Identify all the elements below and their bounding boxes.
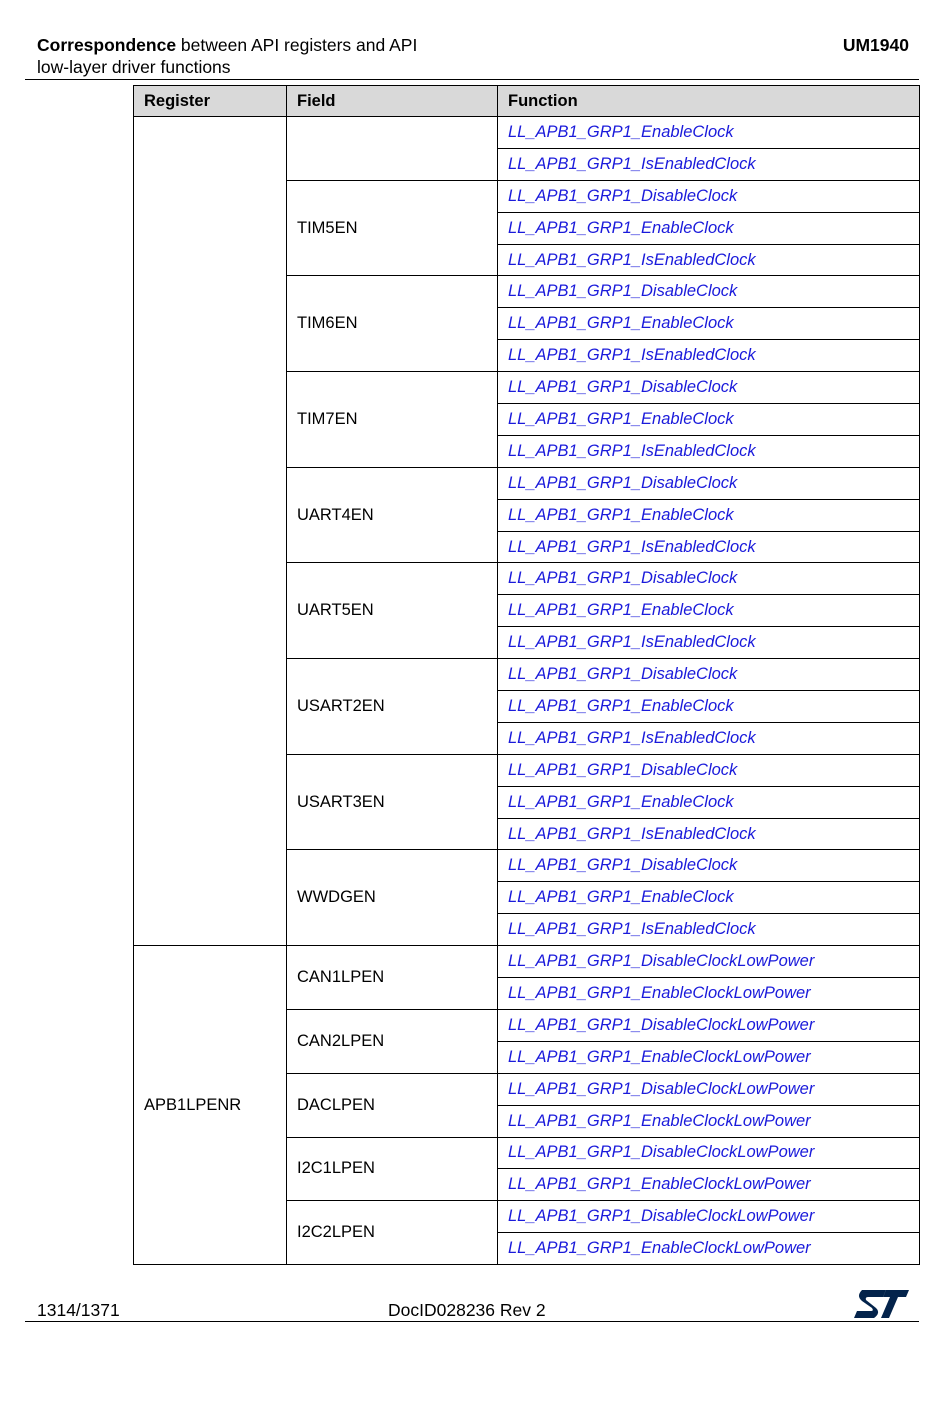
field-cell: UART4EN [287,467,498,563]
page-header [37,34,909,80]
function-cell [498,1041,920,1073]
field-cell: I2C1LPEN [287,1137,498,1201]
column-header-function: Function [498,86,920,117]
function-cell [498,691,920,723]
column-header-register: Register [134,86,287,117]
function-link[interactable]: LL_APB1_GRP1_EnableClock [508,792,734,811]
table-row [134,117,920,149]
function-link[interactable]: LL_APB1_GRP1_IsEnabledClock [508,346,756,365]
function-link[interactable]: LL_APB1_GRP1_EnableClock [508,696,734,715]
function-link[interactable]: LL_APB1_GRP1_EnableClockLowPower [508,983,811,1002]
function-link[interactable]: LL_APB1_GRP1_IsEnabledClock [508,250,756,269]
field-cell: DACLPEN [287,1073,498,1137]
function-cell [498,1233,920,1265]
function-link[interactable]: LL_APB1_GRP1_DisableClockLowPower [508,1079,815,1098]
function-cell [498,659,920,691]
field-cell: USART3EN [287,754,498,850]
field-cell: I2C2LPEN [287,1201,498,1265]
header-title [37,34,597,78]
function-cell [498,722,920,754]
footer-divider [25,1321,919,1322]
function-cell [498,595,920,627]
field-cell: TIM7EN [287,372,498,468]
field-cell: TIM5EN [287,180,498,276]
header-doc-number: UM1940 [842,35,909,55]
function-cell [498,244,920,276]
function-cell [498,882,920,914]
function-link[interactable]: LL_APB1_GRP1_DisableClockLowPower [508,1015,815,1034]
function-link[interactable]: LL_APB1_GRP1_IsEnabledClock [508,154,756,173]
function-link[interactable]: LL_APB1_GRP1_IsEnabledClock [508,728,756,747]
table-header-row [134,86,920,117]
function-link[interactable]: LL_APB1_GRP1_DisableClock [508,473,738,492]
function-cell [498,212,920,244]
register-cell [134,117,287,946]
function-cell [498,786,920,818]
function-cell [498,1073,920,1105]
function-link[interactable]: LL_APB1_GRP1_EnableClock [508,888,734,907]
function-cell [498,978,920,1010]
function-cell [498,499,920,531]
function-link[interactable]: LL_APB1_GRP1_DisableClock [508,378,738,397]
function-link[interactable]: LL_APB1_GRP1_DisableClock [508,569,738,588]
function-cell [498,1009,920,1041]
doc-id: DocID028236 Rev 2 [388,1300,546,1320]
function-link[interactable]: LL_APB1_GRP1_DisableClock [508,760,738,779]
header-divider [25,79,919,80]
field-cell: WWDGEN [287,850,498,946]
function-cell [498,467,920,499]
register-cell: APB1LPENR [134,946,287,1265]
function-link[interactable]: LL_APB1_GRP1_DisableClock [508,186,738,205]
function-link[interactable]: LL_APB1_GRP1_EnableClockLowPower [508,1111,811,1130]
function-link[interactable]: LL_APB1_GRP1_EnableClockLowPower [508,1047,811,1066]
function-link[interactable]: LL_APB1_GRP1_EnableClock [508,601,734,620]
function-link[interactable]: LL_APB1_GRP1_EnableClock [508,505,734,524]
function-cell [498,117,920,149]
function-cell [498,404,920,436]
function-cell [498,1201,920,1233]
function-cell [498,308,920,340]
st-logo-shape-s [854,1290,886,1318]
header-title-rest: between API registers and API [176,35,418,55]
function-cell [498,563,920,595]
function-link[interactable]: LL_APB1_GRP1_DisableClockLowPower [508,952,815,971]
function-cell [498,148,920,180]
function-cell [498,1169,920,1201]
function-cell [498,276,920,308]
column-header-field: Field [287,86,498,117]
st-logo-shape-t [881,1290,909,1318]
function-cell [498,435,920,467]
function-cell [498,1105,920,1137]
function-link[interactable]: LL_APB1_GRP1_IsEnabledClock [508,441,756,460]
function-link[interactable]: LL_APB1_GRP1_DisableClockLowPower [508,1143,815,1162]
header-title-bold: Correspondence [37,35,177,55]
function-link[interactable]: LL_APB1_GRP1_EnableClock [508,122,734,141]
field-cell [287,117,498,181]
page-number: 1314/1371 [37,1300,120,1320]
register-table [133,85,920,1265]
function-cell [498,627,920,659]
function-link[interactable]: LL_APB1_GRP1_EnableClockLowPower [508,1175,811,1194]
field-cell: USART2EN [287,659,498,755]
function-cell [498,850,920,882]
function-cell [498,1137,920,1169]
function-link[interactable]: LL_APB1_GRP1_DisableClock [508,856,738,875]
function-link[interactable]: LL_APB1_GRP1_DisableClock [508,665,738,684]
function-cell [498,180,920,212]
field-cell: CAN2LPEN [287,1009,498,1073]
function-cell [498,946,920,978]
header-title-line2: low-layer driver functions [37,57,231,77]
function-link[interactable]: LL_APB1_GRP1_DisableClock [508,282,738,301]
function-link[interactable]: LL_APB1_GRP1_EnableClockLowPower [508,1239,811,1258]
table-row [134,946,920,978]
function-cell [498,372,920,404]
function-link[interactable]: LL_APB1_GRP1_IsEnabledClock [508,537,756,556]
st-logo-icon [852,1288,910,1320]
function-cell [498,818,920,850]
function-cell [498,531,920,563]
function-cell [498,340,920,372]
field-cell: UART5EN [287,563,498,659]
function-link[interactable]: LL_APB1_GRP1_DisableClockLowPower [508,1207,815,1226]
function-cell [498,754,920,786]
table-body [134,117,920,1265]
function-link[interactable]: LL_APB1_GRP1_EnableClock [508,218,734,237]
function-link[interactable]: LL_APB1_GRP1_IsEnabledClock [508,633,756,652]
function-link[interactable]: LL_APB1_GRP1_IsEnabledClock [508,920,756,939]
function-link[interactable]: LL_APB1_GRP1_EnableClock [508,409,734,428]
function-link[interactable]: LL_APB1_GRP1_IsEnabledClock [508,824,756,843]
field-cell: CAN1LPEN [287,946,498,1010]
function-link[interactable]: LL_APB1_GRP1_EnableClock [508,314,734,333]
function-cell [498,914,920,946]
field-cell: TIM6EN [287,276,498,372]
